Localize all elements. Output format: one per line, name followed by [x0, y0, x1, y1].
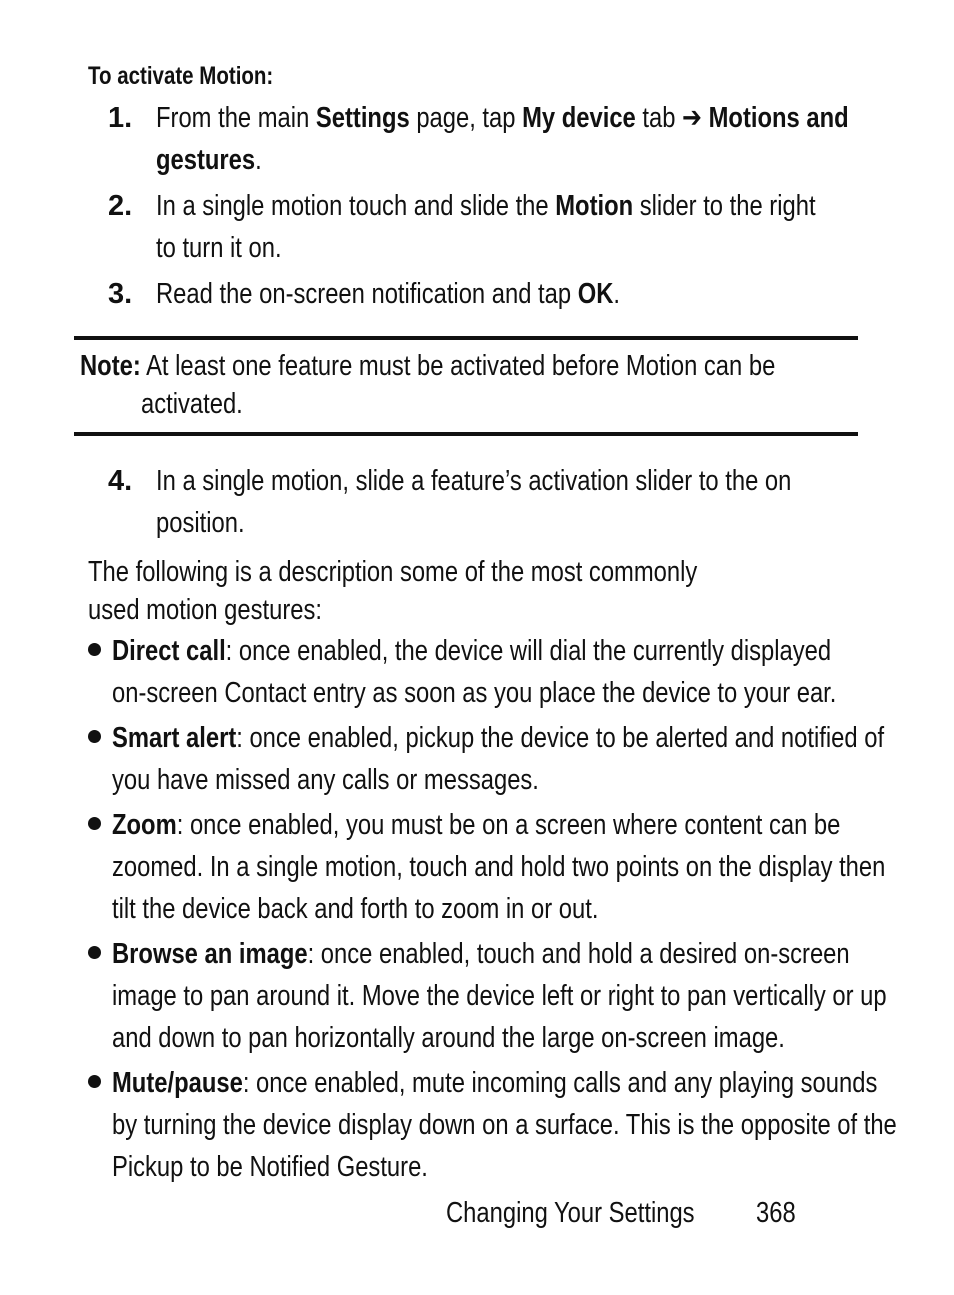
note-line: Note: At least one feature must be activated before Motion can be	[80, 350, 776, 382]
step-text-line: In a single motion touch and slide the Motion slider to the right	[156, 190, 816, 222]
bullet-line: image to pan around it. Move the device left or right to pan vertically or up	[112, 980, 887, 1012]
bullet-dot-icon	[88, 946, 101, 959]
step-number: 3.	[108, 278, 133, 310]
motions-term: Motions and	[708, 102, 849, 134]
bullet-line: Smart alert: once enabled, pickup the device to be alerted and notified of	[112, 722, 885, 754]
note-line: activated.	[141, 388, 243, 420]
note-label: Note:	[80, 350, 141, 382]
section-heading: To activate Motion:	[88, 62, 274, 90]
footer-page-number: 368	[756, 1197, 796, 1229]
bullet-dot-icon	[88, 817, 101, 830]
footer-section-title: Changing Your Settings	[446, 1197, 695, 1229]
bullet-term: Direct call	[112, 635, 226, 667]
step-number: 2.	[108, 190, 133, 222]
step-number: 4.	[108, 465, 133, 497]
bullet-line: Direct call: once enabled, the device will dial the currently displayed	[112, 635, 832, 667]
bullet-line: Mute/pause: once enabled, mute incoming calls and any playing sounds	[112, 1067, 878, 1099]
bullet-line: tilt the device back and forth to zoom in or out.	[112, 893, 599, 925]
bullet-term: Mute/pause	[112, 1067, 243, 1099]
bullet-line: zoomed. In a single motion, touch and hold two points on the display then	[112, 851, 886, 883]
note-bottom-rule	[74, 432, 858, 436]
note-top-rule	[74, 336, 858, 340]
step-text-line: position.	[156, 507, 245, 539]
bullet-dot-icon	[88, 1075, 101, 1088]
bullet-dot-icon	[88, 643, 101, 656]
step-text-line: In a single motion, slide a feature’s activation slider to the on	[156, 465, 792, 497]
bullet-term: Browse an image	[112, 938, 308, 970]
step-number: 1.	[108, 102, 133, 134]
settings-term: Settings	[315, 102, 410, 134]
paragraph-line: The following is a description some of the most commonly	[88, 556, 698, 588]
bullet-term: Zoom	[112, 809, 177, 841]
bullet-line: Browse an image: once enabled, touch and hold a desired on-screen	[112, 938, 850, 970]
bullet-term: Smart alert	[112, 722, 237, 754]
my-device-term: My device	[522, 102, 636, 134]
ok-term: OK	[577, 278, 614, 310]
bullet-line: Pickup to be Notified Gesture.	[112, 1151, 428, 1183]
step-text-line: gestures.	[156, 144, 262, 176]
bullet-dot-icon	[88, 730, 101, 743]
step-text-line: Read the on-screen notification and tap OK.	[156, 278, 621, 310]
gestures-term: gestures	[156, 144, 256, 176]
bullet-line: you have missed any calls or messages.	[112, 764, 539, 796]
bullet-line: and down to pan horizontally around the large on-screen image.	[112, 1022, 785, 1054]
bullet-line: by turning the device display down on a surface. This is the opposite of the	[112, 1109, 897, 1141]
paragraph-line: used motion gestures:	[88, 594, 322, 626]
motion-term: Motion	[555, 190, 634, 222]
step-text-line: From the main Settings page, tap My device tab ➔ Motions and	[156, 102, 849, 134]
bullet-line: on-screen Contact entry as soon as you place the device to your ear.	[112, 677, 837, 709]
bullet-line: Zoom: once enabled, you must be on a screen where content can be	[112, 809, 841, 841]
step-text-line: to turn it on.	[156, 232, 282, 264]
